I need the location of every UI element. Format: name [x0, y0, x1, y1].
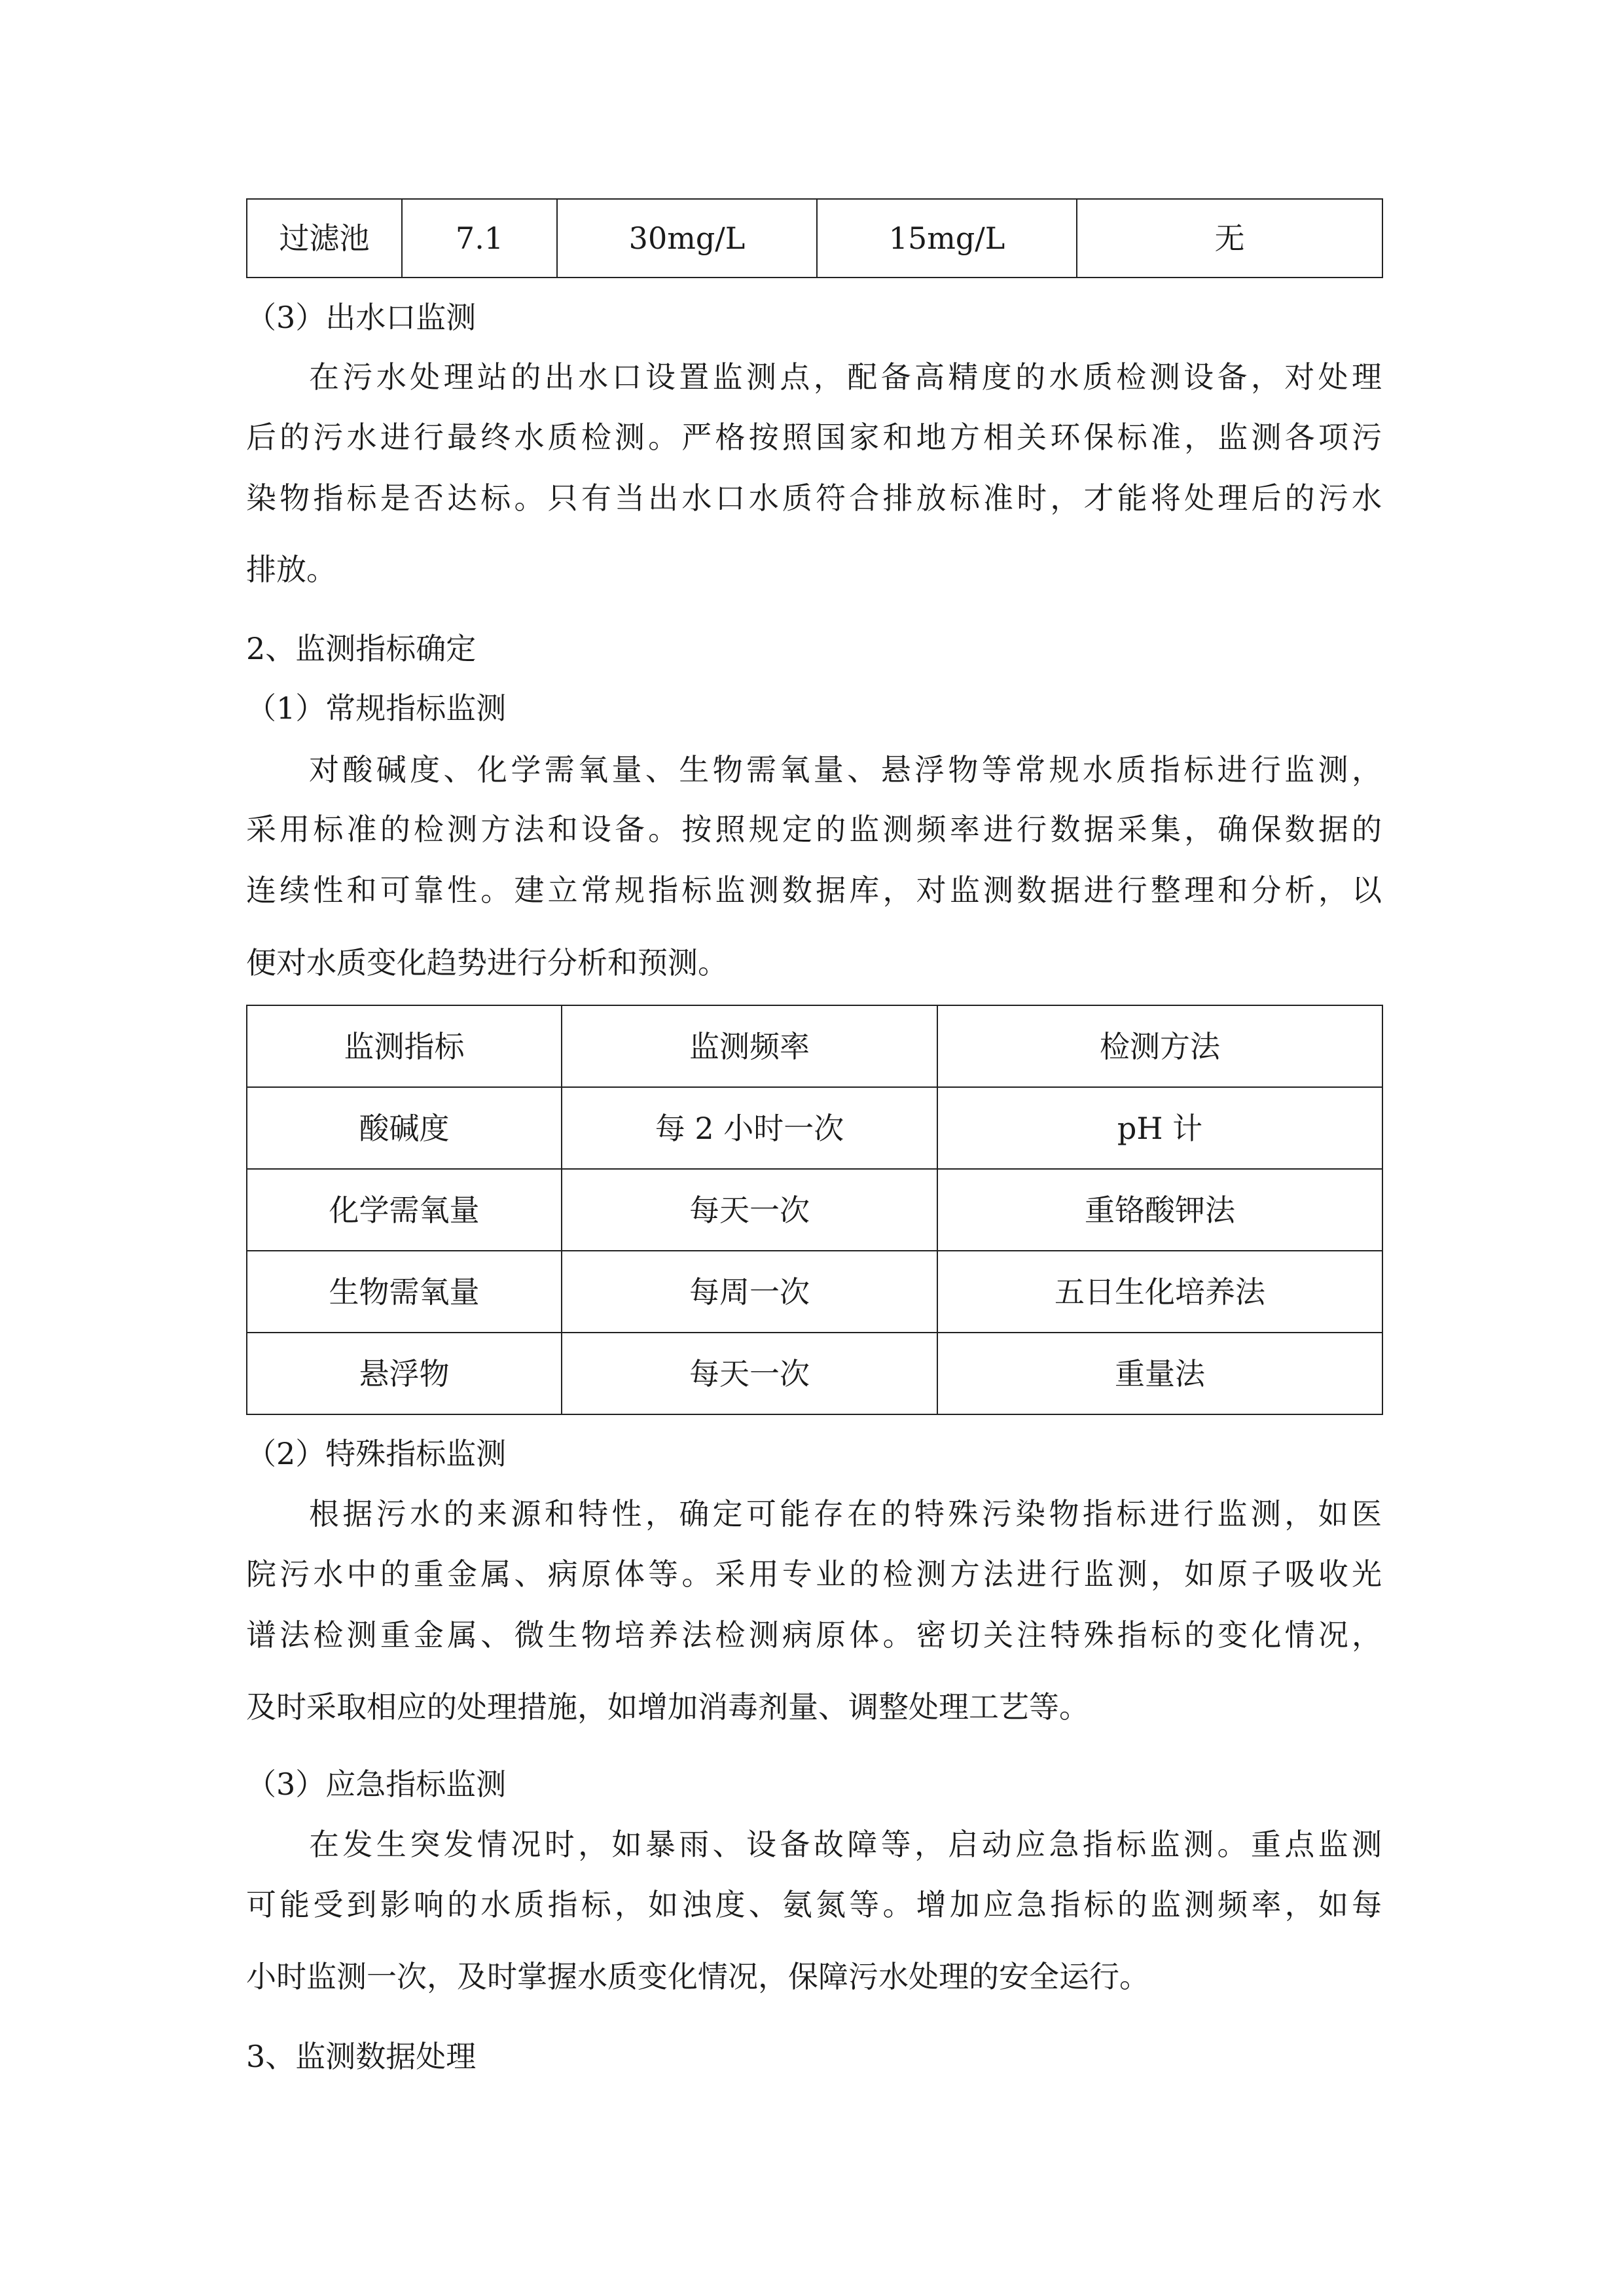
table-cell: 无 — [1077, 199, 1382, 278]
paragraph-line: 根据污水的来源和特性，确定可能存在的特殊污染物指标进行监测，如医 — [309, 1496, 1382, 1532]
table-cell: 重铬酸钾法 — [937, 1169, 1382, 1251]
table-cell: 每周一次 — [562, 1251, 937, 1333]
table-cell: pH 计 — [937, 1087, 1382, 1169]
table-header: 监测指标 — [247, 1005, 562, 1087]
paragraph-line: 及时采取相应的处理措施，如增加消毒剂量、调整处理工艺等。 — [246, 1689, 1089, 1725]
paragraph-line: 谱法检测重金属、微生物培养法检测病原体。密切关注特殊指标的变化情况， — [246, 1617, 1382, 1653]
paragraph-line: 在污水处理站的出水口设置监测点，配备高精度的水质检测设备，对处理 — [309, 359, 1382, 395]
paragraph-line: 染物指标是否达标。只有当出水口水质符合排放标准时，才能将处理后的污水 — [246, 480, 1382, 516]
table-cell: 化学需氧量 — [247, 1169, 562, 1251]
section-heading: （2）特殊指标监测 — [246, 1436, 507, 1471]
section-heading: （3）应急指标监测 — [246, 1767, 507, 1802]
section-heading: 2、监测指标确定 — [246, 631, 477, 666]
table-cell: 7.1 — [402, 199, 557, 278]
table-row — [247, 1169, 1382, 1251]
table-row — [247, 1333, 1382, 1414]
section-heading: （1）常规指标监测 — [246, 691, 507, 726]
section-heading: （3）出水口监测 — [246, 300, 477, 335]
water-quality-table — [246, 198, 1383, 278]
table-cell: 生物需氧量 — [247, 1251, 562, 1333]
paragraph-line: 排放。 — [246, 552, 336, 587]
paragraph-line: 采用标准的检测方法和设备。按照规定的监测频率进行数据采集，确保数据的 — [246, 812, 1382, 847]
paragraph-line: 院污水中的重金属、病原体等。采用专业的检测方法进行监测，如原子吸收光 — [246, 1556, 1382, 1592]
table-cell: 每天一次 — [562, 1333, 937, 1414]
paragraph-line: 小时监测一次，及时掌握水质变化情况，保障污水处理的安全运行。 — [246, 1959, 1149, 1994]
paragraph-line: 对酸碱度、化学需氧量、生物需氧量、悬浮物等常规水质指标进行监测， — [309, 752, 1382, 787]
table-cell: 悬浮物 — [247, 1333, 562, 1414]
table-row — [247, 199, 1382, 278]
table-header: 检测方法 — [937, 1005, 1382, 1087]
table-cell: 五日生化培养法 — [937, 1251, 1382, 1333]
paragraph-line: 后的污水进行最终水质检测。严格按照国家和地方相关环保标准，监测各项污 — [246, 420, 1382, 455]
section-heading: 3、监测数据处理 — [246, 2039, 477, 2074]
paragraph-line: 可能受到影响的水质指标，如浊度、氨氮等。增加应急指标的监测频率，如每 — [246, 1887, 1382, 1922]
paragraph-line: 便对水质变化趋势进行分析和预测。 — [246, 945, 728, 980]
table-header-row — [247, 1005, 1382, 1087]
monitoring-table — [246, 1005, 1383, 1415]
table-cell: 30mg/L — [557, 199, 817, 278]
table-cell: 每天一次 — [562, 1169, 937, 1251]
table-cell: 每 2 小时一次 — [562, 1087, 937, 1169]
table-cell: 重量法 — [937, 1333, 1382, 1414]
table-header: 监测频率 — [562, 1005, 937, 1087]
table-cell: 酸碱度 — [247, 1087, 562, 1169]
table-cell: 15mg/L — [817, 199, 1077, 278]
table-row — [247, 1087, 1382, 1169]
table-cell: 过滤池 — [247, 199, 402, 278]
paragraph-line: 连续性和可靠性。建立常规指标监测数据库，对监测数据进行整理和分析，以 — [246, 872, 1382, 908]
paragraph-line: 在发生突发情况时，如暴雨、设备故障等，启动应急指标监测。重点监测 — [309, 1827, 1382, 1862]
table-row — [247, 1251, 1382, 1333]
